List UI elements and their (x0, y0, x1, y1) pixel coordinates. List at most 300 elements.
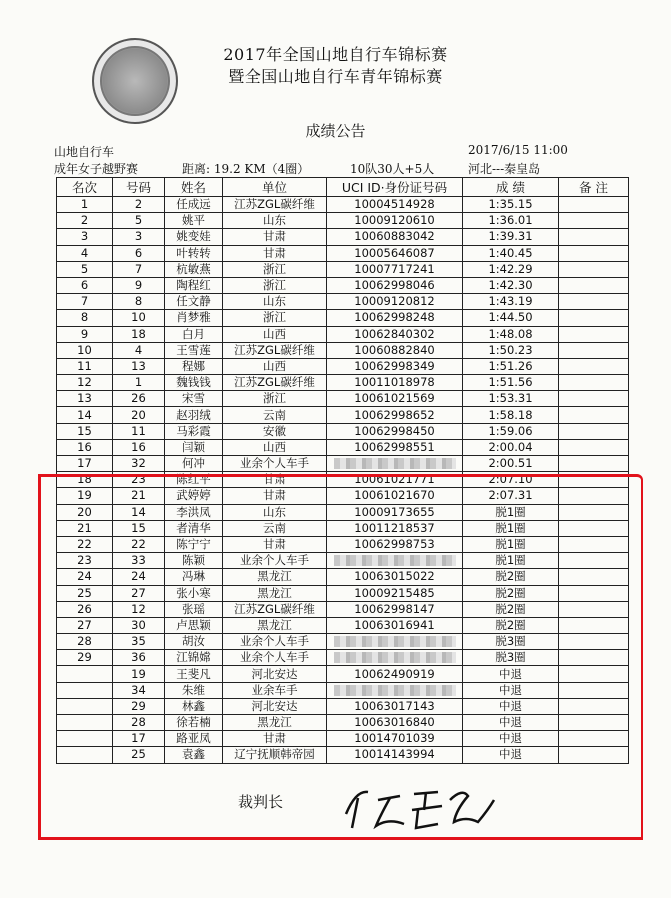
table-cell: 10014143994 (327, 747, 463, 763)
table-cell (559, 407, 629, 423)
table-cell: 8 (57, 310, 113, 326)
table-cell (559, 213, 629, 229)
table-cell: 10062998248 (327, 310, 463, 326)
table-cell: 3 (113, 229, 165, 245)
table-cell: 4 (57, 245, 113, 261)
table-cell: 张瑶 (165, 601, 223, 617)
column-header: 单位 (223, 178, 327, 197)
table-row (57, 536, 629, 552)
table-row (57, 407, 629, 423)
table-cell: 脱2圈 (463, 617, 559, 633)
table-cell: 34 (113, 682, 165, 698)
table-cell (559, 747, 629, 763)
table-cell: 10062840302 (327, 326, 463, 342)
table-cell (559, 536, 629, 552)
table-cell: 山西 (223, 439, 327, 455)
table-cell: 路亚凤 (165, 731, 223, 747)
table-row (57, 504, 629, 520)
table-cell: 陈宁宁 (165, 536, 223, 552)
column-header: 号码 (113, 178, 165, 197)
table-cell: 杭敏燕 (165, 261, 223, 277)
table-cell: 14 (113, 504, 165, 520)
table-cell: 30 (113, 617, 165, 633)
table-row (57, 488, 629, 504)
table-cell: 32 (113, 456, 165, 472)
table-cell: 程娜 (165, 358, 223, 374)
table-cell: 29 (57, 650, 113, 666)
table-cell (327, 634, 463, 650)
table-cell: 10009120610 (327, 213, 463, 229)
table-cell: 朱维 (165, 682, 223, 698)
table-cell: 10061021771 (327, 472, 463, 488)
table-cell: 24 (113, 569, 165, 585)
column-header: 备 注 (559, 178, 629, 197)
venue-label: 河北---秦皇岛 (468, 162, 541, 176)
table-cell: 1:51.26 (463, 358, 559, 374)
table-row (57, 294, 629, 310)
table-cell: 25 (57, 585, 113, 601)
participants-info: 10队30人+5人 (350, 162, 435, 176)
table-cell: 6 (57, 277, 113, 293)
table-cell: 姚变娃 (165, 229, 223, 245)
table-row (57, 617, 629, 633)
table-cell: 27 (57, 617, 113, 633)
table-cell: 中退 (463, 666, 559, 682)
table-cell: 李洪凤 (165, 504, 223, 520)
table-cell: 2 (57, 213, 113, 229)
table-cell: 10062998551 (327, 439, 463, 455)
table-cell: 甘肃 (223, 536, 327, 552)
table-cell (57, 698, 113, 714)
table-cell: 16 (113, 439, 165, 455)
table-cell: 13 (57, 391, 113, 407)
table-cell: 1:50.23 (463, 342, 559, 358)
table-cell: 王斐凡 (165, 666, 223, 682)
table-cell: 4 (113, 342, 165, 358)
table-cell: 业余个人车手 (223, 553, 327, 569)
table-cell: 18 (113, 326, 165, 342)
column-header: 姓名 (165, 178, 223, 197)
table-row (57, 261, 629, 277)
table-cell: 24 (57, 569, 113, 585)
table-cell: 10009215485 (327, 585, 463, 601)
table-cell: 36 (113, 650, 165, 666)
table-cell: 山西 (223, 358, 327, 374)
table-cell: 5 (57, 261, 113, 277)
table-cell (559, 666, 629, 682)
table-cell (559, 375, 629, 391)
table-cell (559, 650, 629, 666)
chief-referee-label: 裁判长 (238, 793, 284, 811)
table-cell (559, 261, 629, 277)
datetime-label: 2017/6/15 11:00 (468, 143, 568, 157)
table-cell (327, 650, 463, 666)
table-cell: 山东 (223, 504, 327, 520)
table-cell: 何冲 (165, 456, 223, 472)
table-cell (559, 277, 629, 293)
table-cell: 2:07.10 (463, 472, 559, 488)
column-header: 名次 (57, 178, 113, 197)
table-row (57, 634, 629, 650)
event-title: 2017年全国山地自行车锦标赛 (223, 45, 448, 64)
table-row (57, 601, 629, 617)
table-cell: 中退 (463, 731, 559, 747)
table-cell: 中退 (463, 682, 559, 698)
table-cell: 甘肃 (223, 731, 327, 747)
table-cell (327, 456, 463, 472)
table-cell: 冯琳 (165, 569, 223, 585)
table-cell: 业余车手 (223, 682, 327, 698)
table-cell: 徐若楠 (165, 715, 223, 731)
table-cell: 2 (113, 197, 165, 213)
table-cell: 10011018978 (327, 375, 463, 391)
table-cell (559, 245, 629, 261)
table-cell: 22 (113, 536, 165, 552)
table-cell: 1 (57, 197, 113, 213)
table-cell: 21 (113, 488, 165, 504)
table-cell (559, 294, 629, 310)
table-cell: 黑龙江 (223, 569, 327, 585)
table-cell (559, 731, 629, 747)
table-cell: 14 (57, 407, 113, 423)
table-cell: 中退 (463, 747, 559, 763)
table-row (57, 277, 629, 293)
table-cell: 18 (57, 472, 113, 488)
table-cell: 甘肃 (223, 472, 327, 488)
table-cell: 28 (113, 715, 165, 731)
table-cell: 江苏ZGL碳纤维 (223, 601, 327, 617)
table-cell: 陈红平 (165, 472, 223, 488)
table-cell: 15 (113, 520, 165, 536)
table-cell: 27 (113, 585, 165, 601)
results-table (56, 177, 629, 764)
results-announcement-heading: 成绩公告 (305, 122, 366, 140)
table-row (57, 682, 629, 698)
table-cell: 19 (113, 666, 165, 682)
table-cell: 1:44.50 (463, 310, 559, 326)
table-cell: 20 (113, 407, 165, 423)
table-cell (57, 715, 113, 731)
table-cell: 江锦嫦 (165, 650, 223, 666)
table-cell: 江苏ZGL碳纤维 (223, 197, 327, 213)
discipline-label: 山地自行车 (54, 145, 115, 159)
table-cell: 浙江 (223, 310, 327, 326)
table-cell (559, 617, 629, 633)
table-body (57, 197, 629, 764)
table-cell: 黑龙江 (223, 617, 327, 633)
event-subtitle: 暨全国山地自行车青年锦标赛 (228, 67, 443, 86)
table-cell: 脱2圈 (463, 585, 559, 601)
redacted-id (334, 636, 456, 647)
table-cell: 姚平 (165, 213, 223, 229)
table-cell: 10 (113, 310, 165, 326)
table-cell: 宋雪 (165, 391, 223, 407)
table-cell: 浙江 (223, 261, 327, 277)
table-cell (57, 731, 113, 747)
table-cell: 黑龙江 (223, 585, 327, 601)
table-cell (559, 342, 629, 358)
table-row (57, 310, 629, 326)
table-row (57, 666, 629, 682)
table-cell: 1:58.18 (463, 407, 559, 423)
table-cell: 脱3圈 (463, 650, 559, 666)
table-cell: 10061021670 (327, 488, 463, 504)
table-cell: 脱2圈 (463, 569, 559, 585)
table-cell: 12 (57, 375, 113, 391)
table-cell: 7 (113, 261, 165, 277)
table-cell (559, 310, 629, 326)
table-cell: 10004514928 (327, 197, 463, 213)
table-cell: 10014701039 (327, 731, 463, 747)
table-cell: 黑龙江 (223, 715, 327, 731)
table-cell: 浙江 (223, 391, 327, 407)
table-cell: 脱1圈 (463, 553, 559, 569)
table-cell: 浙江 (223, 277, 327, 293)
table-cell (559, 569, 629, 585)
table-cell: 10 (57, 342, 113, 358)
table-cell: 5 (113, 213, 165, 229)
table-cell: 35 (113, 634, 165, 650)
table-row (57, 423, 629, 439)
table-cell (559, 504, 629, 520)
table-cell (559, 456, 629, 472)
table-cell: 22 (57, 536, 113, 552)
table-cell: 10062490919 (327, 666, 463, 682)
table-cell: 1:42.30 (463, 277, 559, 293)
table-cell: 28 (57, 634, 113, 650)
table-row (57, 650, 629, 666)
table-cell: 7 (57, 294, 113, 310)
table-cell: 10062998753 (327, 536, 463, 552)
table-cell: 脱1圈 (463, 536, 559, 552)
distance-info: 距离: 19.2 KM（4圈） (182, 162, 310, 176)
table-cell: 15 (57, 423, 113, 439)
table-cell (57, 682, 113, 698)
table-row (57, 342, 629, 358)
table-cell: 1:42.29 (463, 261, 559, 277)
table-cell (559, 634, 629, 650)
table-cell (327, 553, 463, 569)
table-cell: 1:53.31 (463, 391, 559, 407)
table-cell (57, 747, 113, 763)
table-cell (559, 682, 629, 698)
table-cell: 魏钱钱 (165, 375, 223, 391)
table-cell (559, 585, 629, 601)
table-row (57, 553, 629, 569)
table-cell: 陶程红 (165, 277, 223, 293)
table-cell: 甘肃 (223, 229, 327, 245)
table-cell: 业余个人车手 (223, 456, 327, 472)
table-cell: 云南 (223, 520, 327, 536)
table-cell: 9 (57, 326, 113, 342)
table-header-row (57, 178, 629, 197)
table-cell: 1 (113, 375, 165, 391)
table-row (57, 456, 629, 472)
table-cell: 23 (113, 472, 165, 488)
table-cell (559, 197, 629, 213)
table-cell: 林鑫 (165, 698, 223, 714)
table-cell: 脱1圈 (463, 520, 559, 536)
table-row (57, 326, 629, 342)
table-cell: 8 (113, 294, 165, 310)
table-cell (559, 698, 629, 714)
table-cell (327, 682, 463, 698)
table-cell: 2:00.51 (463, 456, 559, 472)
table-cell: 江苏ZGL碳纤维 (223, 375, 327, 391)
table-cell (559, 391, 629, 407)
table-cell: 11 (113, 423, 165, 439)
table-cell: 山东 (223, 294, 327, 310)
table-cell: 云南 (223, 407, 327, 423)
table-cell: 中退 (463, 698, 559, 714)
table-cell: 23 (57, 553, 113, 569)
table-cell: 10009173655 (327, 504, 463, 520)
table-cell: 张小寒 (165, 585, 223, 601)
table-cell: 脱3圈 (463, 634, 559, 650)
table-row (57, 747, 629, 763)
event-category: 成年女子越野赛 (54, 162, 139, 176)
table-cell: 10063016840 (327, 715, 463, 731)
table-cell (559, 488, 629, 504)
table-cell: 白月 (165, 326, 223, 342)
redacted-id (334, 555, 456, 566)
table-cell: 任文静 (165, 294, 223, 310)
table-cell: 河北安达 (223, 698, 327, 714)
table-cell (559, 472, 629, 488)
table-cell: 3 (57, 229, 113, 245)
handwritten-signature (338, 770, 508, 840)
table-cell: 26 (113, 391, 165, 407)
table-row (57, 585, 629, 601)
table-cell: 10009120812 (327, 294, 463, 310)
table-cell: 10007717241 (327, 261, 463, 277)
table-cell: 16 (57, 439, 113, 455)
table-cell: 10062998349 (327, 358, 463, 374)
table-cell: 10062998147 (327, 601, 463, 617)
table-row (57, 229, 629, 245)
table-cell: 10005646087 (327, 245, 463, 261)
table-cell: 13 (113, 358, 165, 374)
table-cell: 26 (57, 601, 113, 617)
table-cell: 闫颖 (165, 439, 223, 455)
table-cell: 河北安达 (223, 666, 327, 682)
table-cell (559, 439, 629, 455)
table-cell: 10061021569 (327, 391, 463, 407)
table-row (57, 391, 629, 407)
table-row (57, 715, 629, 731)
table-cell: 袁鑫 (165, 747, 223, 763)
table-cell: 江苏ZGL碳纤维 (223, 342, 327, 358)
table-cell: 10063015022 (327, 569, 463, 585)
table-cell: 甘肃 (223, 245, 327, 261)
table-row (57, 375, 629, 391)
table-cell: 9 (113, 277, 165, 293)
table-cell: 陈颖 (165, 553, 223, 569)
table-cell: 脱2圈 (463, 601, 559, 617)
table-cell (559, 553, 629, 569)
table-cell: 赵羽绒 (165, 407, 223, 423)
table-cell: 2:07.31 (463, 488, 559, 504)
table-cell (559, 601, 629, 617)
table-cell: 10060882840 (327, 342, 463, 358)
table-cell: 1:51.56 (463, 375, 559, 391)
table-row (57, 698, 629, 714)
table-cell: 卢思颖 (165, 617, 223, 633)
table-cell: 10062998450 (327, 423, 463, 439)
table-row (57, 245, 629, 261)
table-row (57, 439, 629, 455)
table-cell: 20 (57, 504, 113, 520)
table-cell: 12 (113, 601, 165, 617)
table-cell: 25 (113, 747, 165, 763)
table-cell: 10060883042 (327, 229, 463, 245)
column-header: UCI ID·身份证号码 (327, 178, 463, 197)
table-cell: 武婷婷 (165, 488, 223, 504)
table-cell: 1:35.15 (463, 197, 559, 213)
table-cell: 19 (57, 488, 113, 504)
table-cell: 17 (57, 456, 113, 472)
table-cell: 1:48.08 (463, 326, 559, 342)
table-cell: 安徽 (223, 423, 327, 439)
table-cell: 业余个人车手 (223, 650, 327, 666)
table-cell: 1:36.01 (463, 213, 559, 229)
redacted-id (334, 652, 456, 663)
table-cell: 王雪莲 (165, 342, 223, 358)
table-cell: 1:59.06 (463, 423, 559, 439)
table-cell: 33 (113, 553, 165, 569)
table-cell: 1:39.31 (463, 229, 559, 245)
table-cell: 马彩霞 (165, 423, 223, 439)
table-cell: 10062998046 (327, 277, 463, 293)
table-cell: 肖梦雅 (165, 310, 223, 326)
table-cell (559, 229, 629, 245)
table-cell (559, 423, 629, 439)
column-header: 成 绩 (463, 178, 559, 197)
table-cell: 21 (57, 520, 113, 536)
table-cell: 1:40.45 (463, 245, 559, 261)
table-row (57, 569, 629, 585)
table-cell: 业余个人车手 (223, 634, 327, 650)
table-cell: 17 (113, 731, 165, 747)
table-cell: 叶转转 (165, 245, 223, 261)
table-cell: 者清华 (165, 520, 223, 536)
table-cell: 甘肃 (223, 488, 327, 504)
table-cell: 1:43.19 (463, 294, 559, 310)
table-row (57, 358, 629, 374)
table-cell: 10063017143 (327, 698, 463, 714)
table-cell: 任成远 (165, 197, 223, 213)
redacted-id (334, 458, 456, 469)
table-cell (57, 666, 113, 682)
table-cell: 10062998652 (327, 407, 463, 423)
table-cell: 29 (113, 698, 165, 714)
table-cell: 2:00.04 (463, 439, 559, 455)
table-row (57, 197, 629, 213)
table-row (57, 213, 629, 229)
table-cell: 辽宁抚顺韩帝园 (223, 747, 327, 763)
table-cell: 11 (57, 358, 113, 374)
table-cell: 脱1圈 (463, 504, 559, 520)
table-row (57, 520, 629, 536)
table-cell (559, 326, 629, 342)
table-cell: 6 (113, 245, 165, 261)
table-cell (559, 358, 629, 374)
table-row (57, 472, 629, 488)
table-cell: 山西 (223, 326, 327, 342)
table-cell: 10063016941 (327, 617, 463, 633)
table-cell (559, 520, 629, 536)
table-cell: 10011218537 (327, 520, 463, 536)
